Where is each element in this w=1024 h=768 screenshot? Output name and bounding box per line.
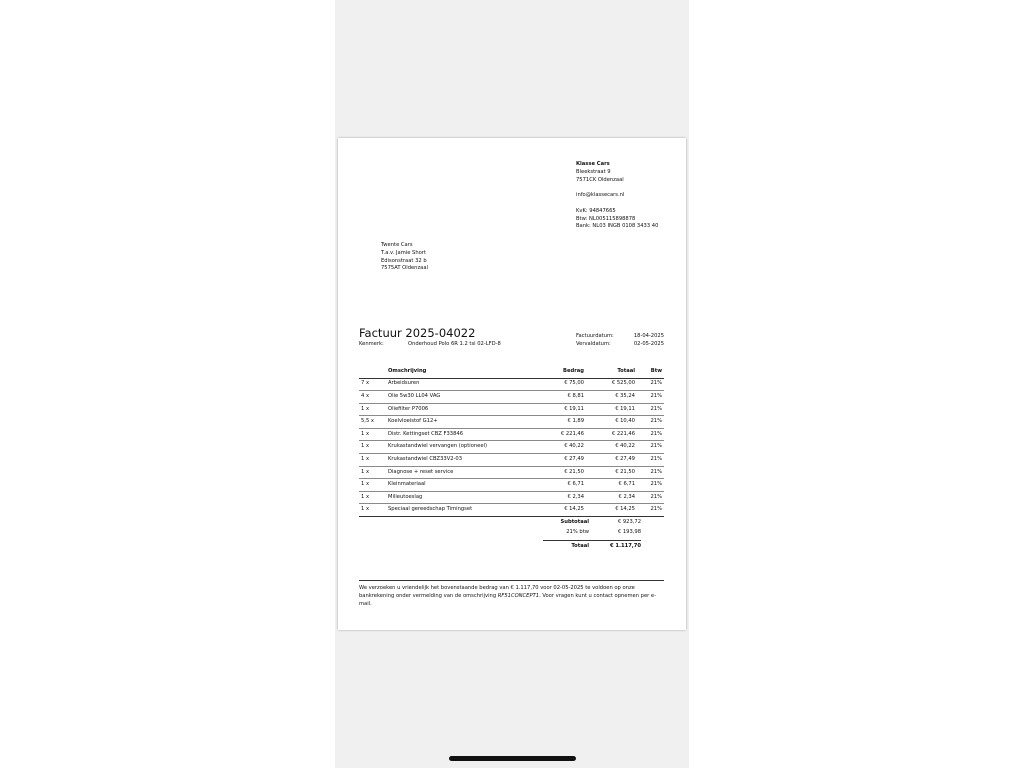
table-row (359, 416, 664, 429)
total-value: € 1.117,70 (609, 543, 641, 549)
row-total: € 35,24 (586, 391, 637, 404)
row-description: Koelvloeistof G12+ (386, 416, 536, 429)
sender-street: Bleekstraat 9 (576, 168, 611, 175)
invoice-date-value: 18-04-2025 (633, 333, 664, 339)
payment-note-text: We verzoeken u vriendelijk het bovenstaande bedrag van € 1.117,70 voor 02-05-2025 te voldoen op onze bankrekening onder vermelding van de omschrijving (359, 585, 635, 599)
recipient-company: Twente Cars (381, 242, 413, 248)
row-vat: 21% (637, 391, 664, 404)
vat-label: 21% btw (566, 529, 589, 535)
table-row (359, 428, 664, 441)
invoice-title: Factuur 2025-04022 (359, 326, 476, 340)
row-qty: 1 x (359, 454, 386, 467)
row-amount: € 21,50 (536, 466, 586, 479)
row-qty: 1 x (359, 466, 386, 479)
row-description: Diagnose + reset service (386, 466, 536, 479)
sender-block (576, 161, 658, 231)
row-vat: 21% (637, 491, 664, 504)
table-row (359, 391, 664, 404)
row-total: € 221,46 (586, 428, 637, 441)
payment-note-tail: . Voor vragen kunt u contact opnemen per e-mail. (359, 592, 656, 607)
row-total: € 10,40 (586, 416, 637, 429)
row-qty: 1 x (359, 403, 386, 416)
home-indicator[interactable] (449, 756, 576, 761)
row-description: Krukastandwiel CBZ33V2-03 (386, 454, 536, 467)
row-description: Distr. Kettingset CBZ F33846 (386, 428, 536, 441)
header-total: Totaal (586, 367, 637, 378)
row-total: € 27,49 (586, 454, 637, 467)
row-description: Milieutoeslag (386, 491, 536, 504)
row-amount: € 221,46 (536, 428, 586, 441)
recipient-block (381, 242, 428, 273)
sender-kvk: KvK: 94847665 (576, 207, 616, 214)
row-qty: 1 x (359, 491, 386, 504)
footer-divider (359, 580, 664, 581)
row-vat: 21% (637, 428, 664, 441)
row-amount: € 8,81 (536, 391, 586, 404)
table-row (359, 504, 664, 517)
recipient-street: Edisonstraat 32 b (381, 257, 427, 264)
row-amount: € 2,34 (536, 491, 586, 504)
sender-email: info@klassecars.nl (576, 192, 625, 199)
payment-note (359, 585, 664, 608)
row-total: € 19,11 (586, 403, 637, 416)
row-amount: € 40,22 (536, 441, 586, 454)
invoice-page (338, 138, 686, 630)
row-qty: 7 x (359, 378, 386, 391)
table-row (359, 466, 664, 479)
row-description: Kleinmateriaal (386, 479, 536, 492)
sender-btw: Btw: NL005115898878 (576, 215, 636, 222)
row-total: € 14,25 (586, 504, 637, 517)
row-total: € 21,50 (586, 466, 637, 479)
row-description: Oliefilter P7006 (386, 403, 536, 416)
invoice-lines-table (359, 367, 664, 517)
row-vat: 21% (637, 479, 664, 492)
row-qty: 5,5 x (359, 416, 386, 429)
row-vat: 21% (637, 416, 664, 429)
row-amount: € 6,71 (536, 479, 586, 492)
payment-reference: RF51CONCEPT1 (497, 592, 540, 599)
row-amount: € 14,25 (536, 504, 586, 517)
row-vat: 21% (637, 403, 664, 416)
invoice-dates (576, 333, 664, 349)
header-description: Omschrijving (386, 367, 536, 378)
recipient-city: 7575AT Oldenzaal (381, 265, 428, 272)
kenmerk-value: Onderhoud Polo 6R 1.2 tsi 02-LFD-8 (408, 341, 501, 347)
subtotal-value: € 923,72 (617, 519, 641, 525)
row-amount: € 27,49 (536, 454, 586, 467)
kenmerk-label: Kenmerk: (359, 341, 384, 347)
header-amount: Bedrag (536, 367, 586, 378)
row-description: Olie 5w30 LL04 VAG (386, 391, 536, 404)
sender-name: Klasse Cars (576, 161, 610, 167)
row-qty: 1 x (359, 428, 386, 441)
row-description: Krukastandwiel vervangen (optioneel) (386, 441, 536, 454)
row-vat: 21% (637, 454, 664, 467)
table-row (359, 454, 664, 467)
row-total: € 6,71 (586, 479, 637, 492)
table-row (359, 479, 664, 492)
row-description: Arbeidsuren (386, 378, 536, 391)
subtotal-label: Subtotaal (560, 519, 589, 525)
invoice-date-label: Factuurdatum: (576, 333, 614, 339)
row-total: € 525,00 (586, 378, 637, 391)
row-vat: 21% (637, 466, 664, 479)
row-vat: 21% (637, 378, 664, 391)
row-qty: 1 x (359, 479, 386, 492)
row-amount: € 75,00 (536, 378, 586, 391)
row-total: € 40,22 (586, 441, 637, 454)
sender-city: 7571CK Oldenzaal (576, 176, 624, 183)
row-description: Speciaal gereedschap Timingset (386, 504, 536, 517)
row-qty: 4 x (359, 391, 386, 404)
row-amount: € 1,89 (536, 416, 586, 429)
table-header-row (359, 367, 664, 378)
totals-block (543, 519, 641, 553)
table-row (359, 403, 664, 416)
due-date-value: 02-05-2025 (633, 340, 664, 347)
row-qty: 1 x (359, 441, 386, 454)
header-vat: Btw (637, 367, 664, 378)
row-total: € 2,34 (586, 491, 637, 504)
table-row (359, 378, 664, 391)
sender-bank: Bank: NL03 INGB 0108 3433 40 (576, 223, 659, 230)
table-row (359, 441, 664, 454)
row-vat: 21% (637, 441, 664, 454)
total-label: Totaal (571, 543, 589, 549)
header-qty (359, 367, 386, 378)
due-date-label: Vervaldatum: (576, 340, 611, 347)
row-qty: 1 x (359, 504, 386, 517)
row-amount: € 19,11 (536, 403, 586, 416)
table-row (359, 491, 664, 504)
totals-divider (543, 540, 641, 541)
vat-value: € 193,98 (617, 529, 641, 535)
recipient-attn: T.a.v. Jamie Short (381, 249, 426, 256)
row-vat: 21% (637, 504, 664, 517)
